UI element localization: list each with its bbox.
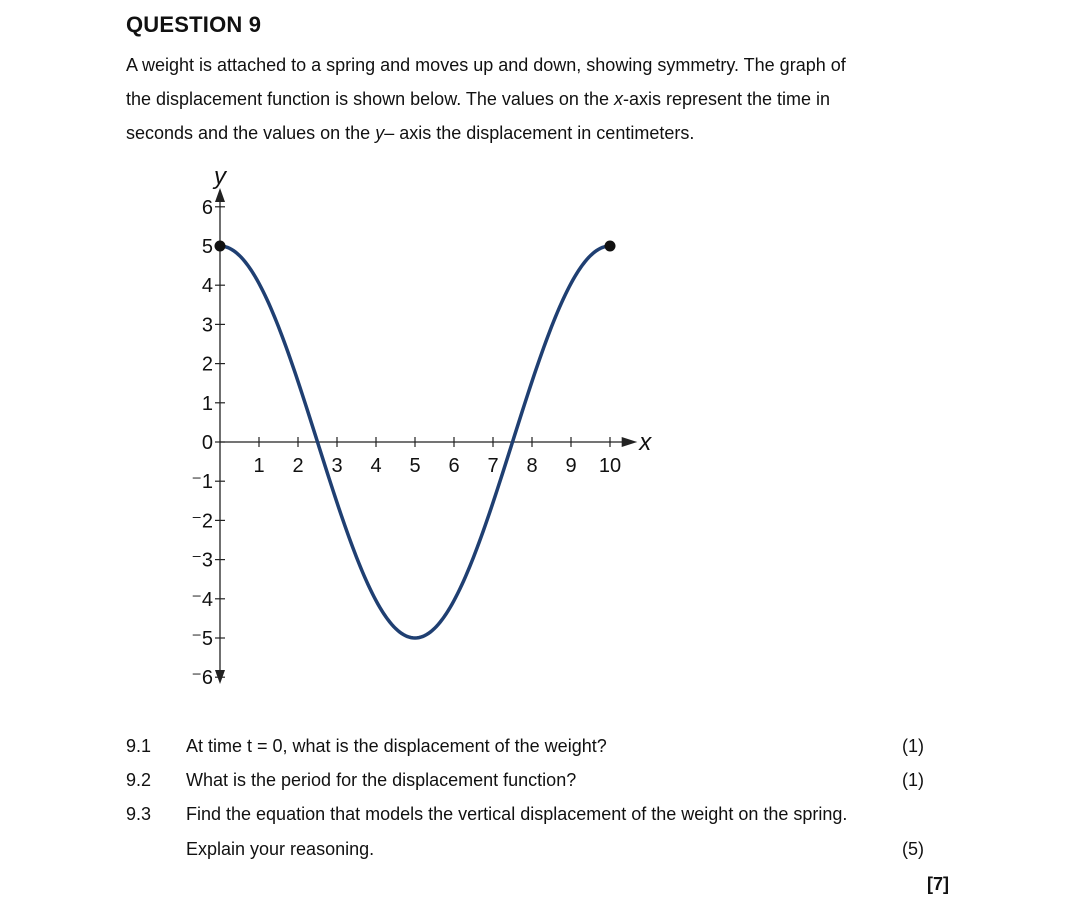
- y-tick-label: 5: [201, 236, 213, 258]
- x-tick-label: 8: [526, 455, 538, 477]
- intro-line-3: seconds and the values on the y– axis the displacement in centimeters.: [126, 123, 695, 143]
- subquestion-number: 9.2: [126, 770, 152, 790]
- subquestion-number: 9.1: [126, 736, 152, 756]
- y-tick-label: ⁻3: [191, 549, 213, 572]
- x-tick-label: 2: [292, 455, 304, 477]
- subquestion-9-2-marks: (1): [902, 770, 924, 790]
- y-axis-arrow-up: [215, 188, 225, 202]
- y-tick-label: ⁻1: [191, 471, 213, 494]
- x-tick-label: 1: [253, 455, 265, 477]
- y-axis-label: y: [214, 163, 226, 190]
- subquestion-number: 9.3: [126, 804, 152, 824]
- y-tick-label: ⁻2: [191, 510, 213, 533]
- graph-endpoints: [215, 241, 616, 252]
- x-tick-label: 3: [331, 455, 343, 477]
- subquestion-text: What is the period for the displacement function?: [186, 770, 577, 790]
- displacement-graph: [160, 160, 680, 720]
- subquestion-text-continued: Explain your reasoning.: [186, 839, 375, 859]
- y-tick-label: ⁻5: [191, 628, 213, 650]
- x-tick-label: 5: [409, 455, 421, 477]
- y-tick-label: 0: [201, 432, 213, 454]
- x-axis-arrow: [622, 437, 638, 447]
- y-tick-label: 4: [201, 275, 213, 298]
- subquestion-text: At time t = 0, what is the displacement of the weight?: [186, 736, 607, 756]
- subquestion-9-3-marks: (5): [902, 839, 924, 859]
- x-tick-label: 4: [370, 455, 382, 477]
- graph-axes: [215, 188, 637, 684]
- x-axis-label: x: [639, 429, 652, 456]
- y-tick-label: ⁻6: [191, 667, 213, 690]
- y-tick-label: 1: [201, 392, 213, 415]
- x-tick-label: 6: [448, 455, 460, 477]
- question-intro: [126, 48, 946, 150]
- intro-line-1: A weight is attached to a spring and moves up and down, showing symmetry. The graph of: [126, 55, 846, 75]
- total-marks: [7]: [927, 874, 949, 894]
- question-heading: QUESTION 9: [126, 12, 262, 37]
- subquestion-text: Find the equation that models the vertical displacement of the weight on the spring.: [186, 804, 848, 824]
- curve-endpoint: [215, 241, 226, 252]
- intro-line-2: the displacement function is shown below. The values on the x-axis represent the time in: [126, 89, 831, 109]
- x-tick-label: 7: [487, 455, 499, 477]
- y-tick-label: 2: [201, 353, 213, 376]
- x-tick-label: 9: [565, 455, 577, 477]
- graph-tick-labels: [191, 197, 621, 689]
- subquestion-9-1-marks: (1): [902, 736, 924, 756]
- y-tick-label: 3: [201, 314, 213, 337]
- curve-endpoint: [605, 241, 616, 252]
- x-tick-label: 10: [598, 455, 622, 477]
- y-tick-label: 6: [201, 196, 213, 219]
- y-tick-label: ⁻4: [191, 588, 213, 611]
